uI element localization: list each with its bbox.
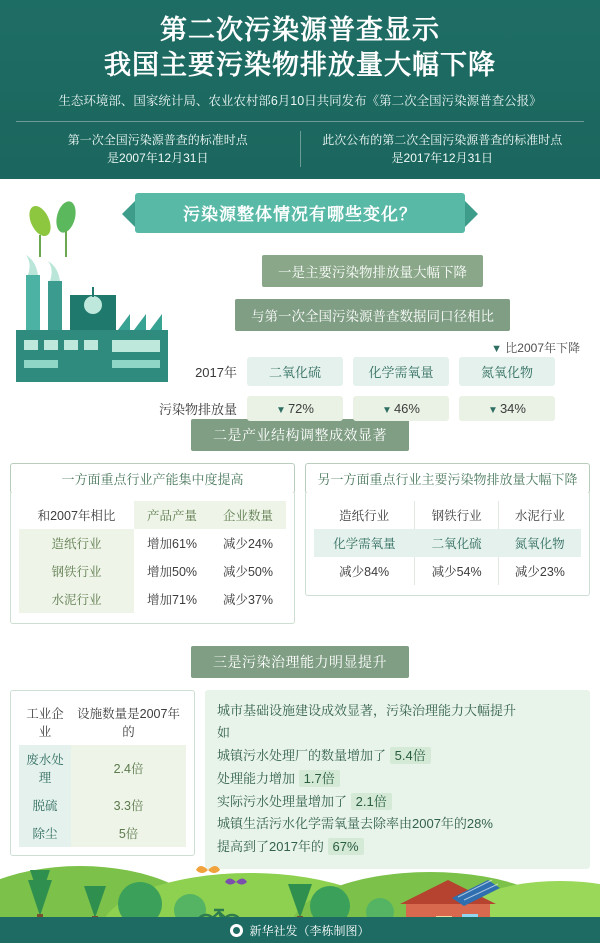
- pollutant-cod: 化学需氧量: [353, 357, 449, 386]
- capacity-r0c0: 造纸行业: [19, 529, 134, 557]
- infra-line-1-value: 5.4倍: [390, 747, 431, 764]
- standard-time-points: [16, 121, 584, 167]
- emission-panel: [305, 463, 590, 624]
- table-row: [19, 557, 286, 585]
- emission-pol-1: 二氧化硫: [415, 529, 498, 557]
- capacity-r2c1: 增加71%: [147, 592, 198, 607]
- infra-line-1: [217, 745, 578, 768]
- page-title: [16, 14, 584, 83]
- value-so2: [247, 396, 343, 421]
- table-row: [19, 529, 286, 557]
- infra-line-2-text: 处理能力增加: [217, 770, 296, 786]
- butterfly-icon: [196, 866, 220, 873]
- title-line-1: 第二次污染源普查显示: [160, 15, 440, 46]
- header: [0, 0, 600, 179]
- emission-pol-0: 化学需氧量: [314, 529, 415, 557]
- facility-h1: 设施数量是2007年的: [77, 706, 180, 739]
- value-nox-text: 34%: [499, 400, 526, 416]
- footer-credit-bar: [0, 917, 600, 943]
- infra-ru: 如: [217, 725, 231, 741]
- first-census-note-line1: 第一次全国污染源普查的标准时点: [67, 132, 248, 147]
- infra-line-5-text: 提高到了2017年的: [217, 839, 324, 855]
- pollutant-so2: 二氧化硫: [247, 357, 343, 386]
- table-row: [19, 699, 186, 745]
- capacity-panel: [10, 463, 295, 624]
- infra-line-5-value: 67%: [328, 838, 364, 855]
- infra-line-2-value: 1.7倍: [299, 770, 340, 787]
- down-triangle-icon: ▼: [491, 342, 502, 355]
- infra-line-1-text: 城镇污水处理厂的数量增加了: [217, 748, 387, 764]
- capacity-r0c2: 减少24%: [222, 536, 274, 551]
- capacity-r2c0: 水泥行业: [19, 585, 134, 613]
- emission-panel-title: 另一方面重点行业主要污染物排放量大幅下降: [305, 463, 590, 494]
- value-so2-text: 72%: [287, 400, 314, 416]
- emission-val-0: 减少84%: [339, 564, 390, 579]
- infra-line-3-text: 实际污水处理量增加了: [217, 793, 348, 809]
- capacity-h1: 产品产量: [134, 501, 210, 529]
- emission-label: 污染物排放量: [158, 401, 237, 417]
- emission-panel-box: [305, 493, 590, 596]
- capacity-r0c1: 增加61%: [147, 536, 198, 551]
- infra-line-3: [217, 791, 578, 814]
- emission-ind-1: 钢铁行业: [415, 501, 498, 529]
- second-census-note-line1: 此次公布的第二次全国污染源普查的标准时点: [322, 132, 563, 147]
- overview-ribbon: 污染源整体情况有哪些变化？: [135, 193, 465, 233]
- facility-r1c0: 脱硫: [19, 791, 71, 819]
- facility-r1c1: 3.3倍: [71, 791, 186, 819]
- section-1-note-text: 比2007年下降: [505, 340, 580, 355]
- capacity-r2c2: 减少37%: [222, 592, 274, 607]
- infra-line-3-value: 2.1倍: [351, 793, 392, 810]
- section-2-panels: [0, 463, 600, 624]
- facility-r0c1: 2.4倍: [71, 745, 186, 791]
- first-census-note: [16, 131, 301, 167]
- pollutant-value-row: [155, 396, 590, 421]
- pollutant-header-row: [155, 357, 590, 386]
- year-label: 2017年: [195, 364, 237, 380]
- title-line-2: 我国主要污染物排放量大幅下降: [104, 49, 496, 81]
- table-row: [314, 557, 581, 585]
- section-3-heading: 三是污染治理能力明显提升: [191, 646, 409, 678]
- emission-val-1: 减少54%: [415, 557, 498, 585]
- facility-r0c0: 废水处理: [19, 745, 71, 791]
- facility-r2c1: 5倍: [71, 819, 186, 847]
- subtitle: 生态环境部、国家统计局、农业农村部6月10日共同发布《第二次全国污染源普查公报》: [58, 94, 542, 109]
- section-2-heading-wrap: [0, 419, 600, 451]
- pollutant-nox: 氮氧化物: [459, 357, 555, 386]
- table-row: [314, 501, 581, 529]
- capacity-table: [19, 501, 286, 613]
- facility-h0: 工业企业: [26, 706, 64, 739]
- table-row: [19, 501, 286, 529]
- section-2-heading: 二是产业结构调整成效显著: [191, 419, 409, 451]
- table-row: [314, 529, 581, 557]
- footer-credit-text: 新华社发（李栋制图）: [249, 923, 370, 938]
- emission-ind-2: 水泥行业: [498, 501, 581, 529]
- down-triangle-icon: ▼: [488, 404, 498, 416]
- down-triangle-icon: ▼: [276, 404, 286, 416]
- table-row: [19, 585, 286, 613]
- section-1-subheading: 与第一次全国污染源普查数据同口径相比: [235, 299, 510, 331]
- section-3-heading-wrap: [0, 646, 600, 678]
- capacity-h0: 和2007年相比: [37, 508, 116, 523]
- second-census-note: [301, 131, 585, 167]
- body: [0, 193, 600, 869]
- capacity-r1c0: 钢铁行业: [19, 557, 134, 585]
- xinhua-logo-icon: [230, 924, 243, 937]
- capacity-panel-box: [10, 493, 295, 624]
- infra-intro: 城市基础设施建设成效显著，污染治理能力大幅提升: [217, 702, 517, 718]
- section-1: [0, 245, 600, 417]
- table-row: [19, 745, 186, 791]
- capacity-r1c2: 减少50%: [222, 564, 274, 579]
- capacity-panel-title: 一方面重点行业产能集中度提高: [10, 463, 295, 494]
- first-census-note-line2: 是2007年12月31日: [107, 150, 209, 165]
- emission-pol-2: 氮氧化物: [498, 529, 581, 557]
- table-row: [19, 791, 186, 819]
- value-cod: [353, 396, 449, 421]
- emission-ind-0: 造纸行业: [339, 508, 390, 523]
- facility-r2c0: 除尘: [19, 819, 71, 847]
- capacity-h2: 企业数量: [210, 501, 286, 529]
- section-1-heading: 一是主要污染物排放量大幅下降: [262, 255, 483, 287]
- emission-val-2: 减少23%: [498, 557, 581, 585]
- infra-line-2: [217, 768, 578, 791]
- capacity-r1c1: 增加50%: [147, 564, 198, 579]
- down-triangle-icon: ▼: [382, 404, 392, 416]
- section-1-panel: [155, 255, 590, 421]
- value-cod-text: 46%: [393, 400, 420, 416]
- infra-line-4-text: 城镇生活污水化学需氧量去除率由2007年的28%: [217, 816, 493, 832]
- second-census-note-line2: 是2017年12月31日: [391, 150, 493, 165]
- section-1-note: [491, 339, 580, 356]
- emission-table: [314, 501, 581, 585]
- factory-illustration: [8, 245, 178, 395]
- value-nox: [459, 396, 555, 421]
